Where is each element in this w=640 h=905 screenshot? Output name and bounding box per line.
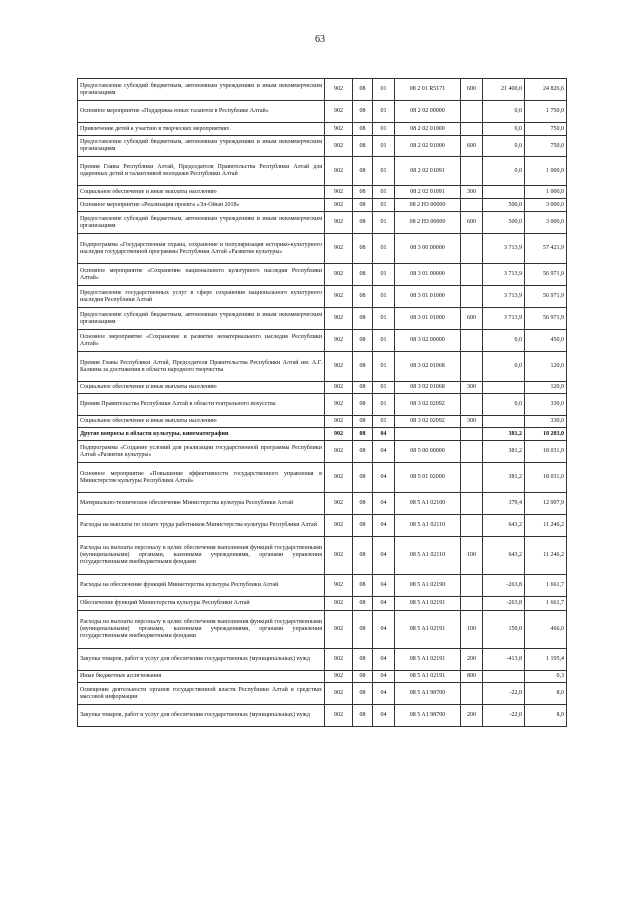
row-subsection-cell: 01 (373, 234, 395, 264)
row-target-article-cell: 08 5 A1 02100 (395, 493, 461, 515)
row-amount-change-cell: 3 713,9 (483, 308, 525, 330)
row-grbs-cell: 902 (325, 597, 353, 611)
row-target-article-cell: 08 5 01 02000 (395, 463, 461, 493)
row-amount-change-cell: 643,2 (483, 515, 525, 537)
row-amount-change-cell (483, 382, 525, 394)
row-amount-change-cell: 0,0 (483, 157, 525, 186)
row-section-cell: 08 (353, 428, 373, 441)
row-subsection-cell: 01 (373, 264, 395, 286)
row-name-cell: Основное мероприятие «Поддержка юных талантов в Республике Алтай» (78, 101, 325, 123)
row-expense-type-cell (461, 683, 483, 705)
table-row (78, 330, 567, 352)
row-target-article-cell: 08 3 02 01068 (395, 382, 461, 394)
row-section-cell: 08 (353, 186, 373, 199)
row-target-article-cell: 08 3 02 02092 (395, 416, 461, 428)
row-name-cell: Социальное обеспечение и иные выплаты населению (78, 186, 325, 199)
row-subsection-cell: 04 (373, 597, 395, 611)
row-amount-total-cell: 57 421,9 (525, 234, 567, 264)
row-subsection-cell: 01 (373, 79, 395, 101)
row-amount-total-cell: 24 826,6 (525, 79, 567, 101)
row-amount-total-cell: 8,0 (525, 705, 567, 727)
row-expense-type-cell: 800 (461, 671, 483, 683)
row-amount-change-cell: 381,2 (483, 428, 525, 441)
row-expense-type-cell (461, 330, 483, 352)
row-grbs-cell: 902 (325, 537, 353, 575)
row-target-article-cell: 08 2 02 01091 (395, 157, 461, 186)
table-row (78, 157, 567, 186)
row-subsection-cell: 01 (373, 136, 395, 157)
row-amount-total-cell: 450,0 (525, 330, 567, 352)
row-name-cell: Расходы на выплаты персоналу в целях обеспечения выполнения функций государственными (муниципальными) органами, казенными учреждениями, органами управления государственными внебюджетными фондами (78, 611, 325, 649)
row-grbs-cell: 902 (325, 101, 353, 123)
row-expense-type-cell (461, 463, 483, 493)
row-grbs-cell: 902 (325, 79, 353, 101)
row-target-article-cell: 08 2 Н3 00000 (395, 199, 461, 212)
row-name-cell: Предоставление субсидий бюджетным, автономным учреждениям и иным некоммерческим организациям (78, 308, 325, 330)
row-amount-change-cell: 381,2 (483, 463, 525, 493)
row-name-cell: Основное мероприятие «Реализация проекта «Эл-Ойын 2018» (78, 199, 325, 212)
row-amount-total-cell: 18 031,0 (525, 441, 567, 463)
row-section-cell: 08 (353, 575, 373, 597)
row-expense-type-cell: 600 (461, 136, 483, 157)
row-amount-change-cell: 0,0 (483, 101, 525, 123)
row-grbs-cell: 902 (325, 286, 353, 308)
row-name-cell: Подпрограмма «Создание условий для реализации государственной программы Республики Алтай «Развитие культуры» (78, 441, 325, 463)
row-grbs-cell: 902 (325, 136, 353, 157)
row-grbs-cell: 902 (325, 683, 353, 705)
row-grbs-cell: 902 (325, 416, 353, 428)
row-section-cell: 08 (353, 123, 373, 136)
row-section-cell: 08 (353, 136, 373, 157)
row-expense-type-cell: 100 (461, 537, 483, 575)
row-target-article-cell: 08 2 02 01000 (395, 123, 461, 136)
row-section-cell: 08 (353, 382, 373, 394)
row-amount-change-cell: 500,0 (483, 199, 525, 212)
row-grbs-cell: 902 (325, 123, 353, 136)
row-amount-total-cell: 466,0 (525, 611, 567, 649)
row-amount-total-cell: 56 971,9 (525, 308, 567, 330)
table-row (78, 136, 567, 157)
row-name-cell: Обеспечение функций Министерства культуры Республики Алтай (78, 597, 325, 611)
row-expense-type-cell (461, 157, 483, 186)
row-amount-change-cell: -263,8 (483, 575, 525, 597)
row-subsection-cell: 04 (373, 428, 395, 441)
table-row (78, 286, 567, 308)
row-section-cell: 08 (353, 234, 373, 264)
row-section-cell: 08 (353, 493, 373, 515)
row-subsection-cell: 01 (373, 157, 395, 186)
row-name-cell: Основное мероприятие «Повышение эффективности государственного управления в Министерстве культуры Республики Алтай» (78, 463, 325, 493)
row-subsection-cell: 04 (373, 683, 395, 705)
row-grbs-cell: 902 (325, 199, 353, 212)
budget-table-body (78, 79, 567, 727)
row-amount-change-cell: 0,0 (483, 123, 525, 136)
row-target-article-cell: 08 5 A1 02191 (395, 597, 461, 611)
row-expense-type-cell: 300 (461, 186, 483, 199)
row-name-cell: Предоставление субсидий бюджетным, автономным учреждениям и иным некоммерческим организациям (78, 79, 325, 101)
row-grbs-cell: 902 (325, 264, 353, 286)
row-subsection-cell: 04 (373, 649, 395, 671)
row-target-article-cell: 08 2 02 00000 (395, 101, 461, 123)
row-amount-total-cell: 750,0 (525, 136, 567, 157)
row-amount-total-cell: 3 000,0 (525, 212, 567, 234)
row-grbs-cell: 902 (325, 463, 353, 493)
row-subsection-cell: 04 (373, 537, 395, 575)
table-row (78, 705, 567, 727)
row-subsection-cell: 01 (373, 101, 395, 123)
table-row (78, 597, 567, 611)
row-grbs-cell: 902 (325, 330, 353, 352)
row-grbs-cell: 902 (325, 611, 353, 649)
table-row (78, 264, 567, 286)
row-target-article-cell: 08 2 02 01000 (395, 136, 461, 157)
row-subsection-cell: 01 (373, 199, 395, 212)
row-subsection-cell: 04 (373, 705, 395, 727)
table-row (78, 683, 567, 705)
row-amount-change-cell: 21 400,0 (483, 79, 525, 101)
row-subsection-cell: 04 (373, 611, 395, 649)
row-name-cell: Основное мероприятие «Сохранение национального культурного наследия Республики Алтай» (78, 264, 325, 286)
row-name-cell: Расходы на выплаты персоналу в целях обеспечения выполнения функций государственными (муниципальными) органами, казенными учреждениями, органами управления государственными внебюджетными фондами (78, 537, 325, 575)
row-subsection-cell: 01 (373, 186, 395, 199)
row-section-cell: 08 (353, 441, 373, 463)
row-expense-type-cell (461, 597, 483, 611)
row-grbs-cell: 902 (325, 441, 353, 463)
row-name-cell: Социальное обеспечение и иные выплаты населению (78, 382, 325, 394)
row-subsection-cell: 01 (373, 330, 395, 352)
row-amount-total-cell: 56 971,9 (525, 264, 567, 286)
row-subsection-cell: 01 (373, 308, 395, 330)
row-target-article-cell: 08 5 A1 98700 (395, 683, 461, 705)
row-amount-change-cell: 3 713,9 (483, 264, 525, 286)
row-expense-type-cell: 100 (461, 611, 483, 649)
row-amount-change-cell: 381,2 (483, 441, 525, 463)
row-amount-change-cell: 0,0 (483, 394, 525, 416)
row-grbs-cell: 902 (325, 394, 353, 416)
row-grbs-cell: 902 (325, 515, 353, 537)
row-amount-total-cell: 18 203,0 (525, 428, 567, 441)
table-row (78, 352, 567, 382)
row-target-article-cell: 08 2 02 01091 (395, 186, 461, 199)
row-name-cell: Привлечение детей к участию в творческих мероприятиях (78, 123, 325, 136)
row-amount-change-cell: -22,0 (483, 705, 525, 727)
row-section-cell: 08 (353, 683, 373, 705)
table-row (78, 428, 567, 441)
row-amount-total-cell: 11 246,2 (525, 537, 567, 575)
row-name-cell: Социальное обеспечение и иные выплаты населению (78, 416, 325, 428)
table-row (78, 123, 567, 136)
row-amount-change-cell: -413,8 (483, 649, 525, 671)
row-amount-total-cell: 1 750,0 (525, 101, 567, 123)
row-amount-change-cell: 0,0 (483, 330, 525, 352)
row-name-cell: Предоставление государственных услуг в сфере сохранения национального культурного наследия Республики Алтай (78, 286, 325, 308)
row-target-article-cell: 08 3 02 02092 (395, 394, 461, 416)
row-expense-type-cell (461, 123, 483, 136)
row-section-cell: 08 (353, 515, 373, 537)
table-row (78, 493, 567, 515)
row-name-cell: Иные бюджетные ассигнования (78, 671, 325, 683)
row-section-cell: 08 (353, 416, 373, 428)
row-target-article-cell: 08 5 A1 02110 (395, 537, 461, 575)
row-target-article-cell: 08 3 01 01000 (395, 308, 461, 330)
page-number: 63 (315, 34, 325, 45)
row-target-article-cell: 08 5 A1 02110 (395, 515, 461, 537)
table-row (78, 186, 567, 199)
row-name-cell: Предоставление субсидий бюджетным, автономным учреждениям и иным некоммерческим организациям (78, 212, 325, 234)
row-target-article-cell: 08 3 01 01000 (395, 286, 461, 308)
row-amount-total-cell: 11 246,2 (525, 515, 567, 537)
row-expense-type-cell (461, 352, 483, 382)
row-target-article-cell: 08 5 A1 02191 (395, 649, 461, 671)
row-expense-type-cell (461, 515, 483, 537)
row-grbs-cell: 902 (325, 493, 353, 515)
row-section-cell: 08 (353, 308, 373, 330)
row-name-cell: Премия Главы Республики Алтай, Председателя Правительства Республики Алтай для одаренных детей и талантливой молодежи Республики Алтай (78, 157, 325, 186)
row-subsection-cell: 01 (373, 352, 395, 382)
table-row (78, 382, 567, 394)
row-expense-type-cell: 600 (461, 212, 483, 234)
row-amount-change-cell: 3 713,9 (483, 234, 525, 264)
row-expense-type-cell: 200 (461, 649, 483, 671)
row-grbs-cell: 902 (325, 671, 353, 683)
row-name-cell: Закупка товаров, работ и услуг для обеспечения государственных (муниципальных) нужд (78, 649, 325, 671)
table-row (78, 575, 567, 597)
row-section-cell: 08 (353, 394, 373, 416)
row-target-article-cell: 08 2 01 R5171 (395, 79, 461, 101)
row-section-cell: 08 (353, 79, 373, 101)
row-amount-total-cell: 1 195,4 (525, 649, 567, 671)
row-grbs-cell: 902 (325, 575, 353, 597)
row-target-article-cell: 08 3 01 00000 (395, 264, 461, 286)
row-amount-total-cell: 8,0 (525, 683, 567, 705)
row-expense-type-cell (461, 101, 483, 123)
row-section-cell: 08 (353, 199, 373, 212)
row-amount-total-cell: 120,0 (525, 382, 567, 394)
row-subsection-cell: 04 (373, 515, 395, 537)
row-target-article-cell: 08 5 A1 98700 (395, 705, 461, 727)
row-amount-total-cell: 1 000,0 (525, 186, 567, 199)
row-subsection-cell: 01 (373, 286, 395, 308)
row-name-cell: Материально-техническое обеспечение Министерства культуры Республики Алтай (78, 493, 325, 515)
row-amount-total-cell: 1 000,0 (525, 157, 567, 186)
table-row (78, 441, 567, 463)
table-row (78, 515, 567, 537)
row-target-article-cell (395, 428, 461, 441)
row-name-cell: Закупка товаров, работ и услуг для обеспечения государственных (муниципальных) нужд (78, 705, 325, 727)
row-section-cell: 08 (353, 264, 373, 286)
row-amount-total-cell: 18 031,0 (525, 463, 567, 493)
row-amount-change-cell: 643,2 (483, 537, 525, 575)
row-name-cell: Основное мероприятие «Сохранение и развитие нематериального наследия Республики Алтай» (78, 330, 325, 352)
row-amount-total-cell: 1 661,7 (525, 575, 567, 597)
row-target-article-cell: 08 2 Н3 00000 (395, 212, 461, 234)
table-row (78, 101, 567, 123)
row-subsection-cell: 04 (373, 671, 395, 683)
table-row (78, 199, 567, 212)
row-expense-type-cell: 600 (461, 79, 483, 101)
row-subsection-cell: 01 (373, 416, 395, 428)
row-expense-type-cell: 300 (461, 416, 483, 428)
row-amount-total-cell: 56 971,9 (525, 286, 567, 308)
row-expense-type-cell (461, 234, 483, 264)
table-row (78, 79, 567, 101)
row-name-cell: Подпрограмма «Государственная охрана, сохранение и популяризация историко-культурного наследия государственной программы Республики Алтай «Развитие культуры» (78, 234, 325, 264)
row-grbs-cell: 902 (325, 428, 353, 441)
row-target-article-cell: 08 5 00 00000 (395, 441, 461, 463)
row-name-cell: Предоставление субсидий бюджетным, автономным учреждениям и иным некоммерческим организациям (78, 136, 325, 157)
budget-table (77, 78, 567, 727)
row-amount-change-cell: 0,0 (483, 352, 525, 382)
row-expense-type-cell (461, 286, 483, 308)
table-row (78, 463, 567, 493)
row-amount-total-cell: 120,0 (525, 352, 567, 382)
table-row (78, 649, 567, 671)
row-amount-total-cell: 1 661,7 (525, 597, 567, 611)
row-section-cell: 08 (353, 286, 373, 308)
row-grbs-cell: 902 (325, 212, 353, 234)
row-section-cell: 08 (353, 649, 373, 671)
row-grbs-cell: 902 (325, 705, 353, 727)
row-expense-type-cell (461, 575, 483, 597)
row-expense-type-cell: 200 (461, 705, 483, 727)
table-row (78, 671, 567, 683)
row-grbs-cell: 902 (325, 649, 353, 671)
row-target-article-cell: 08 3 00 00000 (395, 234, 461, 264)
row-target-article-cell: 08 5 A1 02190 (395, 575, 461, 597)
row-grbs-cell: 902 (325, 382, 353, 394)
row-amount-change-cell (483, 671, 525, 683)
table-row (78, 212, 567, 234)
row-target-article-cell: 08 3 02 00000 (395, 330, 461, 352)
row-grbs-cell: 902 (325, 186, 353, 199)
row-section-cell: 08 (353, 157, 373, 186)
row-target-article-cell: 08 5 A1 02191 (395, 671, 461, 683)
row-amount-total-cell: 3 000,0 (525, 199, 567, 212)
row-amount-total-cell: 330,0 (525, 416, 567, 428)
row-expense-type-cell (461, 394, 483, 416)
row-target-article-cell: 08 3 02 01068 (395, 352, 461, 382)
row-amount-total-cell: 750,0 (525, 123, 567, 136)
row-subsection-cell: 04 (373, 493, 395, 515)
row-subsection-cell: 04 (373, 441, 395, 463)
row-section-cell: 08 (353, 352, 373, 382)
row-amount-total-cell: 0,3 (525, 671, 567, 683)
row-name-cell: Расходы на выплаты по оплате труда работников Министерства культуры Республики Алтай (78, 515, 325, 537)
row-amount-change-cell (483, 416, 525, 428)
row-subsection-cell: 01 (373, 382, 395, 394)
row-name-cell: Расходы на обеспечение функций Министерства культуры Республики Алтай (78, 575, 325, 597)
row-amount-change-cell: 379,4 (483, 493, 525, 515)
row-name-cell: Премия Правительства Республики Алтай в области театрального искусства (78, 394, 325, 416)
table-row (78, 394, 567, 416)
row-expense-type-cell (461, 493, 483, 515)
row-expense-type-cell (461, 441, 483, 463)
table-row (78, 611, 567, 649)
row-grbs-cell: 902 (325, 157, 353, 186)
row-section-cell: 08 (353, 330, 373, 352)
row-subsection-cell: 04 (373, 463, 395, 493)
row-section-cell: 08 (353, 611, 373, 649)
row-amount-change-cell: 0,0 (483, 136, 525, 157)
row-name-cell: Освещение деятельности органов государственной власти Республики Алтай в средствах массовой информации (78, 683, 325, 705)
row-grbs-cell: 902 (325, 234, 353, 264)
row-section-cell: 08 (353, 537, 373, 575)
row-section-cell: 08 (353, 705, 373, 727)
row-name-cell: Другие вопросы в области культуры, кинематографии (78, 428, 325, 441)
row-amount-change-cell: -263,8 (483, 597, 525, 611)
row-amount-change-cell: 150,0 (483, 611, 525, 649)
row-expense-type-cell (461, 199, 483, 212)
row-amount-change-cell: 500,0 (483, 212, 525, 234)
row-expense-type-cell: 300 (461, 382, 483, 394)
row-section-cell: 08 (353, 463, 373, 493)
row-expense-type-cell (461, 264, 483, 286)
row-subsection-cell: 01 (373, 123, 395, 136)
row-amount-total-cell: 12 907,9 (525, 493, 567, 515)
row-target-article-cell: 08 5 A1 02191 (395, 611, 461, 649)
row-expense-type-cell (461, 428, 483, 441)
row-section-cell: 08 (353, 101, 373, 123)
row-section-cell: 08 (353, 212, 373, 234)
row-grbs-cell: 902 (325, 308, 353, 330)
row-subsection-cell: 01 (373, 394, 395, 416)
row-grbs-cell: 902 (325, 352, 353, 382)
row-name-cell: Премия Главы Республики Алтай, Председателя Правительства Республики Алтай им. А.Г. Калкина за достижения в области народного творчества (78, 352, 325, 382)
row-amount-change-cell: -22,0 (483, 683, 525, 705)
row-section-cell: 08 (353, 671, 373, 683)
table-row (78, 416, 567, 428)
table-row (78, 234, 567, 264)
row-amount-total-cell: 330,0 (525, 394, 567, 416)
row-subsection-cell: 04 (373, 575, 395, 597)
row-amount-change-cell (483, 186, 525, 199)
row-subsection-cell: 01 (373, 212, 395, 234)
table-row (78, 537, 567, 575)
row-expense-type-cell: 600 (461, 308, 483, 330)
table-row (78, 308, 567, 330)
row-amount-change-cell: 3 713,9 (483, 286, 525, 308)
row-section-cell: 08 (353, 597, 373, 611)
